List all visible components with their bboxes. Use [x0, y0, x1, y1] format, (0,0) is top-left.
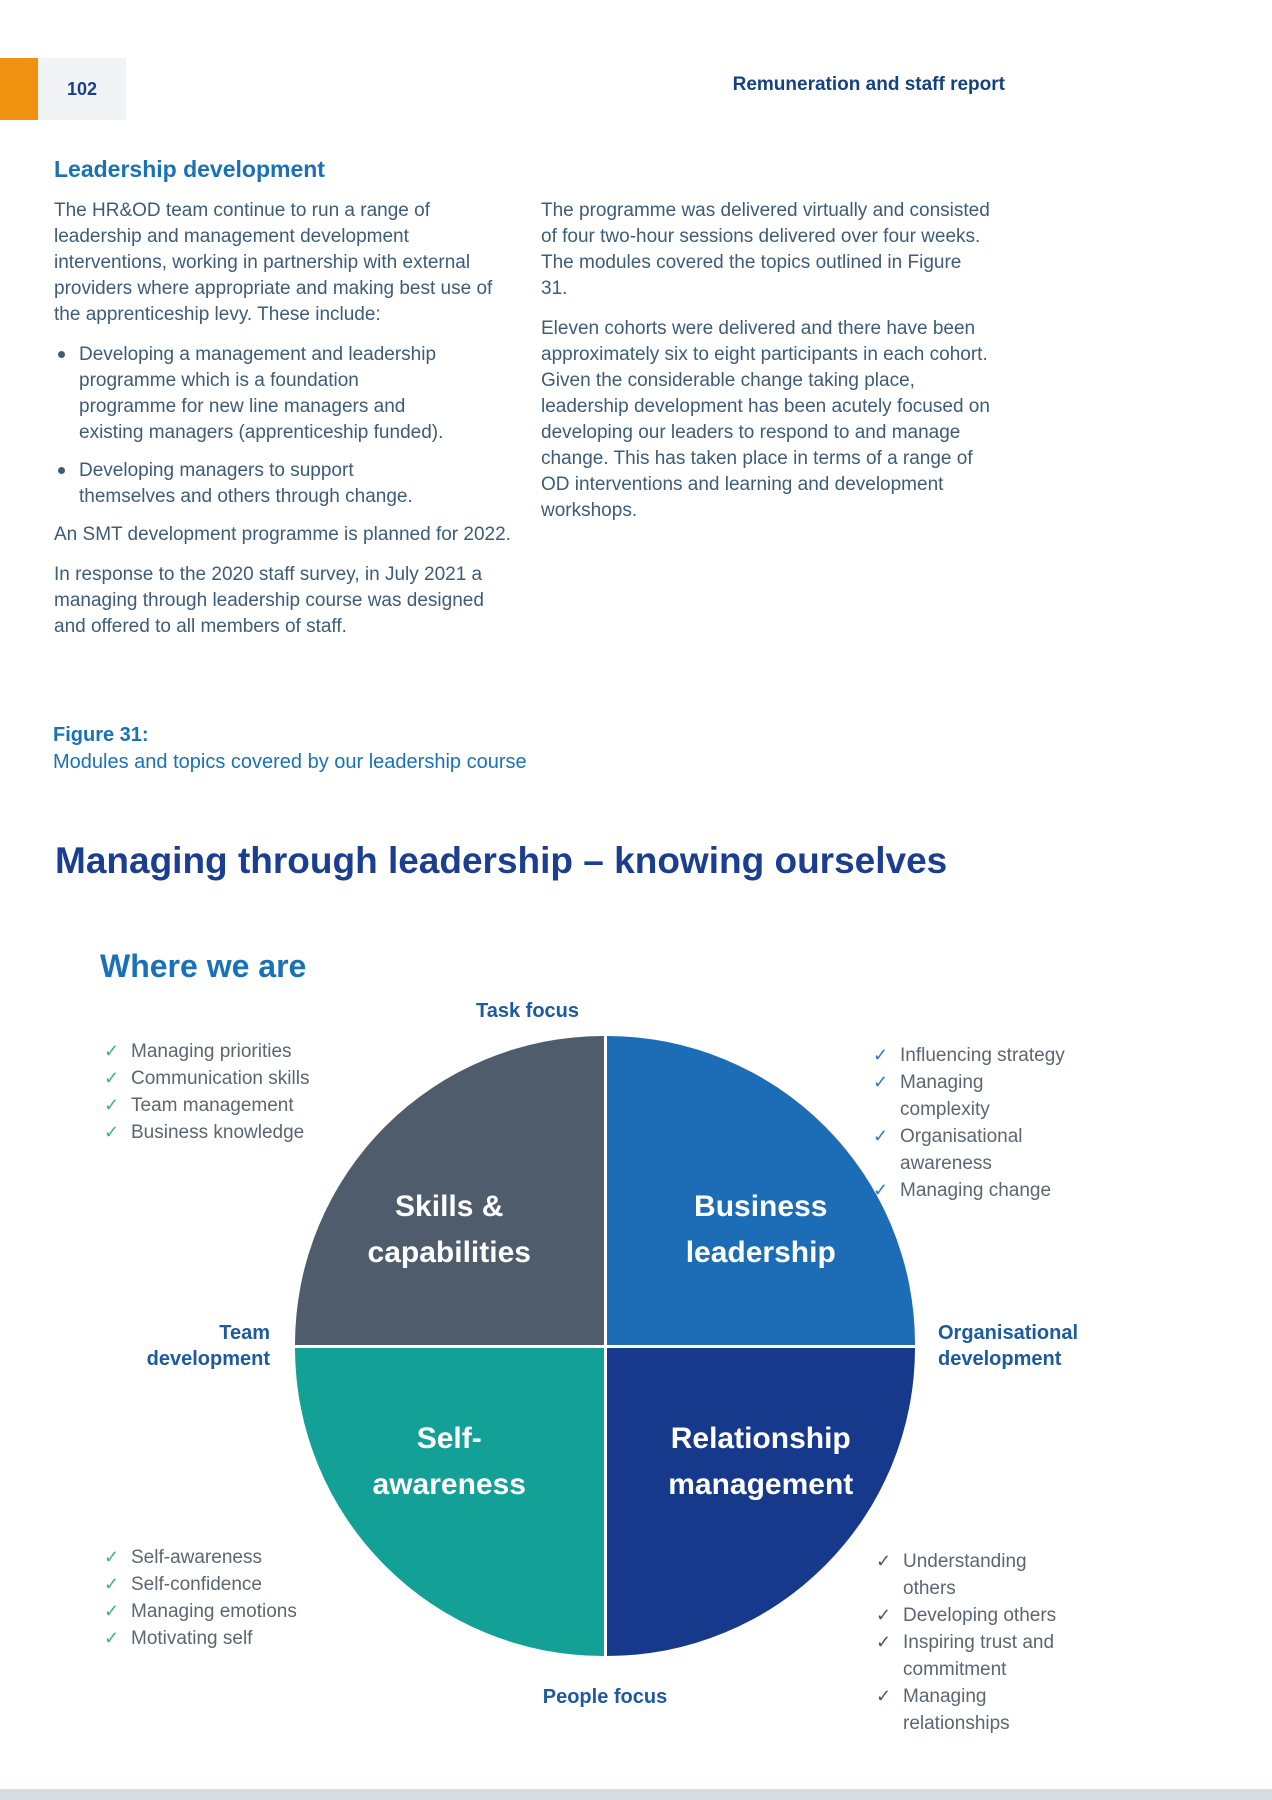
check-icon: ✓	[104, 1041, 120, 1061]
figure-caption: Modules and topics covered by our leadership course	[53, 751, 527, 773]
axis-label-team-development	[55, 1320, 270, 1372]
axis-label-people-focus: People focus	[542, 1686, 668, 1708]
paragraph: In response to the 2020 staff survey, in July 2021 a managing through leadership course was designed and offered to all members of staff.	[54, 564, 484, 637]
check-icon: ✓	[104, 1095, 120, 1115]
checklist-bottom-left	[104, 1544, 334, 1652]
quadrant-circle-diagram	[295, 1036, 915, 1656]
bullet-item	[54, 458, 518, 510]
quadrant-business-leadership	[607, 1036, 916, 1345]
checklist-item-label: Motivating self	[131, 1628, 253, 1649]
figure-label: Figure 31:	[53, 724, 149, 746]
checklist-item-label: Developing others	[903, 1605, 1057, 1626]
checklist-item-label: Managing complexity	[900, 1072, 990, 1120]
checklist-item-label: Self-confidence	[131, 1574, 262, 1595]
quadrant-skills-capabilities	[295, 1036, 604, 1345]
check-icon: ✓	[104, 1574, 120, 1594]
check-icon: ✓	[104, 1601, 120, 1621]
paragraph: Eleven cohorts were delivered and there have been approximately six to eight participants in each cohort. Given the considerable change taking place, leadership development has been acutely focused on developing our leaders to respond to and manage change. This has taken place in terms of a range of OD interventions and learning and development workshops.	[541, 318, 990, 521]
checklist-item-label: Team management	[131, 1095, 294, 1116]
checklist-item-label: Organisational awareness	[900, 1126, 1023, 1174]
checklist-item-label: Inspiring trust and commitment	[903, 1632, 1055, 1680]
quadrant-label-line: capabilities	[367, 1236, 531, 1270]
checklist-item	[104, 1598, 334, 1625]
check-icon: ✓	[104, 1628, 120, 1648]
checklist-item-label: Managing emotions	[131, 1601, 297, 1622]
checklist-item	[104, 1065, 334, 1092]
checklist-item	[104, 1092, 334, 1119]
quadrant-label	[368, 1184, 531, 1276]
figure-title: Managing through leadership – knowing ourselves	[55, 840, 948, 881]
checklist-item	[873, 1177, 1078, 1204]
checklist-bottom-right	[876, 1548, 1081, 1737]
bullet-dot	[58, 351, 65, 358]
checklist-item-label: Communication skills	[131, 1068, 310, 1089]
checklist-item	[104, 1119, 334, 1146]
check-icon: ✓	[104, 1068, 120, 1088]
page-number-box	[38, 58, 126, 120]
axis-label-task-focus: Task focus	[476, 1000, 579, 1022]
checklist-item-label: Managing change	[900, 1180, 1052, 1201]
check-icon: ✓	[876, 1605, 892, 1625]
checklist-item-label: Influencing strategy	[900, 1045, 1065, 1066]
axis-label-line: development	[146, 1348, 270, 1370]
section-heading: Leadership development	[54, 156, 325, 182]
checklist-item	[876, 1548, 1081, 1602]
check-icon: ✓	[104, 1547, 120, 1567]
paragraph: The HR&OD team continue to run a range of leadership and management development interventions, working in partnership with external providers where appropriate and making best use of the apprenticeship levy. These include:	[54, 200, 493, 325]
checklist-item-label: Business knowledge	[131, 1122, 305, 1143]
check-icon: ✓	[873, 1180, 889, 1200]
checklist-item	[876, 1629, 1081, 1683]
checklist-item-label: Managing relationships	[903, 1686, 1010, 1734]
checklist-item-label: Self-awareness	[131, 1547, 262, 1568]
bullet-dot	[58, 467, 65, 474]
check-icon: ✓	[873, 1072, 889, 1092]
checklist-item	[104, 1038, 334, 1065]
axis-label-line: Organisational	[938, 1322, 1079, 1344]
checklist-top-right	[873, 1042, 1078, 1204]
check-icon: ✓	[876, 1686, 892, 1706]
quadrant-self-awareness	[295, 1348, 604, 1657]
page-bottom-strip	[0, 1789, 1272, 1800]
quadrant-label-line: Skills &	[395, 1190, 504, 1224]
figure-subtitle: Where we are	[100, 948, 307, 984]
checklist-item	[873, 1042, 1078, 1069]
axis-label-line: Team	[219, 1322, 270, 1344]
axis-label-organisational-development	[938, 1320, 1168, 1372]
quadrant-label	[373, 1416, 526, 1508]
quadrant-label	[686, 1184, 836, 1276]
checklist-item-label: Managing priorities	[131, 1041, 292, 1062]
paragraph: An SMT development programme is planned for 2022.	[54, 524, 511, 545]
quadrant-label-line: Self-	[416, 1421, 482, 1455]
quadrant-label-line: awareness	[372, 1467, 526, 1501]
right-text-column	[541, 198, 993, 538]
check-icon: ✓	[873, 1045, 889, 1065]
bullet-text: Developing managers to support themselves and others through change.	[79, 460, 413, 507]
axis-label-line: development	[938, 1348, 1062, 1370]
check-icon: ✓	[876, 1632, 892, 1652]
running-header-title: Remuneration and staff report	[732, 74, 1005, 95]
checklist-item	[104, 1625, 334, 1652]
checklist-item	[876, 1683, 1081, 1737]
quadrant-label-line: Relationship	[670, 1421, 851, 1455]
bullet-text: Developing a management and leadership programme which is a foundation programme for new line managers and existing managers (apprenticeship funded).	[79, 344, 444, 443]
check-icon: ✓	[104, 1122, 120, 1142]
quadrant-label-line: management	[668, 1467, 854, 1501]
quadrant-label-line: leadership	[685, 1236, 836, 1270]
paragraph: The programme was delivered virtually and consisted of four two-hour sessions delivered over four weeks. The modules covered the topics outlined in Figure 31.	[541, 200, 990, 299]
quadrant-label-line: Business	[694, 1190, 828, 1224]
checklist-top-left	[104, 1038, 334, 1146]
page-edge-accent	[0, 58, 38, 120]
quadrant-relationship-management	[607, 1348, 916, 1657]
quadrant-label	[668, 1416, 853, 1508]
checklist-item-label: Understanding others	[903, 1551, 1027, 1599]
checklist-item	[104, 1571, 334, 1598]
checklist-item	[873, 1069, 1078, 1123]
checklist-item	[876, 1602, 1081, 1629]
bullet-item	[54, 342, 518, 446]
check-icon: ✓	[876, 1551, 892, 1571]
check-icon: ✓	[873, 1126, 889, 1146]
left-text-column	[54, 198, 518, 654]
checklist-item	[873, 1123, 1078, 1177]
checklist-item	[104, 1544, 334, 1571]
page-number: 102	[66, 78, 98, 99]
